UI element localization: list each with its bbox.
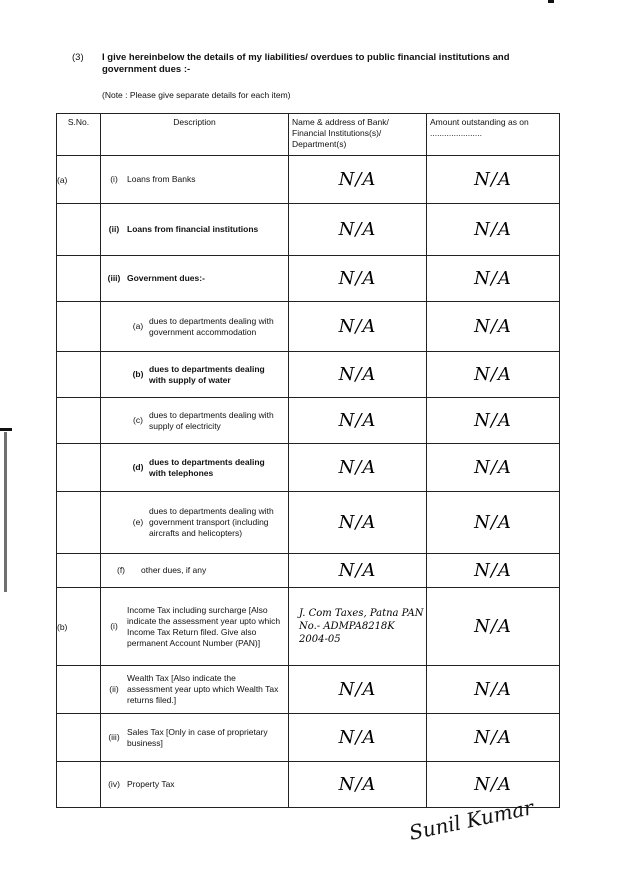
section-number: (3) [72, 52, 84, 63]
row-description: (ii) Wealth Tax [Also indicate the assessment year upto which Wealth Tax returns filed.] [101, 666, 289, 714]
note-text: (Note : Please give separate details for each item) [102, 90, 291, 100]
row-name-address: N/A [289, 444, 427, 492]
table-row [57, 492, 560, 554]
row-sno [57, 492, 101, 554]
table-row [57, 398, 560, 444]
row-description: (a) dues to departments dealing with government accommodation [101, 302, 289, 352]
table-row [57, 256, 560, 302]
row-sno [57, 204, 101, 256]
row-name-address: N/A [289, 204, 427, 256]
row-sno: (b) [57, 588, 101, 666]
row-sno [57, 256, 101, 302]
row-description: (b) dues to departments dealing with supply of water [101, 352, 289, 398]
row-amount: N/A [427, 156, 560, 204]
row-sno [57, 398, 101, 444]
row-amount: N/A [427, 588, 560, 666]
intro-text: I give hereinbelow the details of my liabilities/ overdues to public financial institutions and government dues :- [102, 52, 510, 75]
signature: Sunil Kumar [406, 795, 536, 845]
table-row [57, 302, 560, 352]
row-description: (c) dues to departments dealing with supply of electricity [101, 398, 289, 444]
row-amount: N/A [427, 762, 560, 808]
row-name-address: N/A [289, 714, 427, 762]
row-name-address: N/A [289, 554, 427, 588]
row-description: (iv) Property Tax [101, 762, 289, 808]
row-amount: N/A [427, 256, 560, 302]
header-name-address: Name & address of Bank/ Financial Institutions(s)/ Department(s) [289, 114, 427, 156]
row-description: (f) other dues, if any [101, 554, 289, 588]
row-name-address: N/A [289, 666, 427, 714]
row-sno [57, 444, 101, 492]
row-sno [57, 554, 101, 588]
row-amount: N/A [427, 352, 560, 398]
row-description: (iii) Sales Tax [Only in case of proprietary business] [101, 714, 289, 762]
table-row [57, 156, 560, 204]
row-name-address: N/A [289, 398, 427, 444]
row-description: (i) Income Tax including surcharge [Also indicate the assessment year upto which Income Tax Return filed. Give also permanent Account Number (PAN)] [101, 588, 289, 666]
row-sno [57, 666, 101, 714]
scan-mark [548, 0, 554, 3]
row-sno [57, 714, 101, 762]
row-amount: N/A [427, 444, 560, 492]
row-amount: N/A [427, 554, 560, 588]
row-amount: N/A [427, 492, 560, 554]
row-sno [57, 762, 101, 808]
row-sno [57, 302, 101, 352]
table-header-row [57, 114, 560, 156]
table-row [57, 352, 560, 398]
row-name-address: N/A [289, 352, 427, 398]
row-description: (d) dues to departments dealing with telephones [101, 444, 289, 492]
row-amount: N/A [427, 302, 560, 352]
table-row [57, 588, 560, 666]
table-row [57, 444, 560, 492]
scan-mark [4, 432, 7, 592]
header-amount: Amount outstanding as on ...................... [427, 114, 560, 156]
row-name-address: J. Com Taxes, Patna PAN No.- ADMPA8218K 2004-05 [289, 588, 427, 666]
row-description: (i) Loans from Banks [101, 156, 289, 204]
row-amount: N/A [427, 714, 560, 762]
table-row [57, 204, 560, 256]
row-sno: (a) [57, 156, 101, 204]
row-amount: N/A [427, 666, 560, 714]
row-name-address: N/A [289, 492, 427, 554]
row-name-address: N/A [289, 156, 427, 204]
table-row [57, 762, 560, 808]
table-row [57, 666, 560, 714]
row-amount: N/A [427, 204, 560, 256]
row-description: (iii) Government dues:- [101, 256, 289, 302]
row-description: (e) dues to departments dealing with government transport (including aircrafts and helicopters) [101, 492, 289, 554]
table-row [57, 714, 560, 762]
row-description: (ii) Loans from financial institutions [101, 204, 289, 256]
row-name-address: N/A [289, 302, 427, 352]
row-name-address: N/A [289, 256, 427, 302]
row-sno [57, 352, 101, 398]
table-row [57, 554, 560, 588]
liabilities-table [56, 113, 560, 808]
row-name-address: N/A [289, 762, 427, 808]
header-description: Description [101, 114, 289, 156]
scan-mark [0, 428, 12, 431]
row-amount: N/A [427, 398, 560, 444]
header-sno: S.No. [57, 114, 101, 156]
